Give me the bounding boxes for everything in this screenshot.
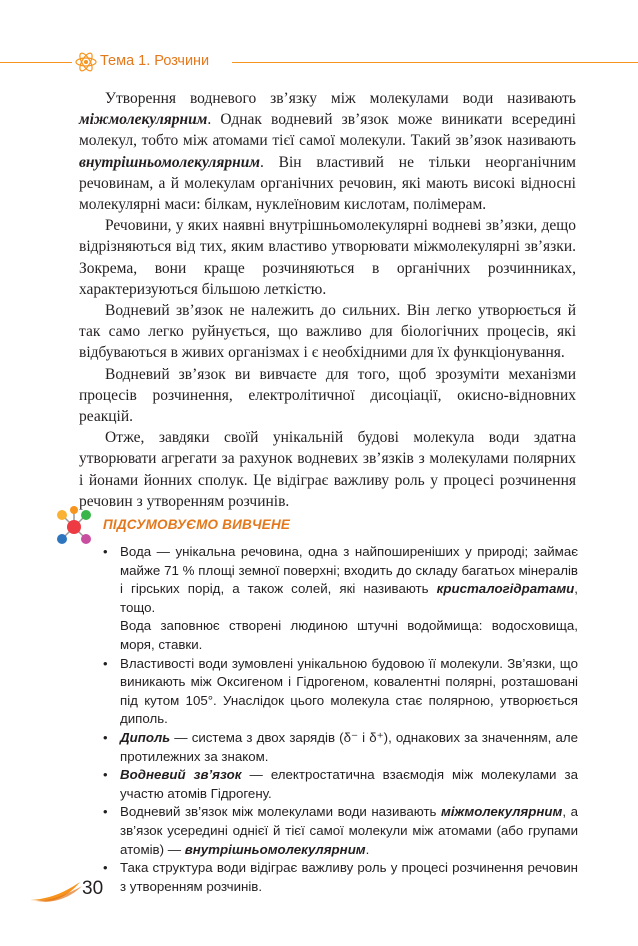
bullet-icon: • bbox=[103, 729, 108, 745]
summary-item bbox=[100, 543, 578, 655]
summary-item bbox=[100, 655, 578, 729]
key-term: внутрішньомолекулярним bbox=[184, 841, 366, 857]
text-run: . Однак водневий зв’язок може виникати всередині молекул, тобто між атомами тієї самої молекули. Такий зв’язок називають bbox=[79, 111, 576, 150]
page-swoosh-icon bbox=[30, 880, 82, 902]
summary-line bbox=[120, 543, 578, 617]
chapter-title: Тема 1. Розчини bbox=[100, 53, 210, 69]
bullet-icon: • bbox=[103, 804, 108, 820]
summary-item bbox=[100, 766, 578, 803]
summary-line bbox=[120, 617, 578, 654]
text-run: Водневий зв’язок між молекулами води називають bbox=[120, 804, 442, 820]
page-number: 30 bbox=[82, 878, 104, 899]
bullet-icon: • bbox=[103, 655, 108, 671]
summary-line bbox=[120, 655, 578, 729]
text-run: Властивості води зумовлені унікальною будовою її молекули. Зв’язки, що виникають між Оксигеном і Гідрогеном, ковалентні полярні, розташовані під кутом 105°. Унаслідок цього молекула стає полярною, утворюється диполь. bbox=[120, 655, 578, 727]
header-rule-right bbox=[232, 62, 638, 63]
key-term: кристалогідратами bbox=[436, 581, 575, 597]
text-run: Речовини, у яких наявні внутрішньомолекулярні водневі зв’язки, дещо відрізняються від тих, яким властиво утворювати міжмолекулярні зв’язки. Зокрема, вони краще розчиняються в органічних розчинниках, характеризуються більшою леткістю. bbox=[79, 217, 576, 298]
summary-line bbox=[120, 859, 578, 896]
text-run: , тощо. bbox=[120, 581, 578, 615]
text-run: Вода — унікальна речовина, одна з найпоширеніших у природі; займає майже 71 % площі земної поверхні; входить до складу багатьох мінералів і гірських порід, а також солей, які називають bbox=[120, 544, 578, 597]
bullet-icon: • bbox=[103, 544, 108, 559]
bullet-icon: • bbox=[103, 767, 108, 783]
paragraph bbox=[79, 427, 576, 512]
key-term: міжмолекулярним bbox=[441, 804, 563, 820]
summary-line bbox=[120, 766, 578, 803]
text-run: Утворення водневого зв’язку між молекулами води називають bbox=[105, 90, 576, 107]
paragraph bbox=[79, 300, 576, 364]
text-run: Вода заповнює створені людиною штучні водоймища: водосховища, моря, ставки. bbox=[120, 618, 578, 652]
key-term: Диполь bbox=[120, 729, 171, 745]
main-text bbox=[79, 88, 576, 512]
bullet-icon: • bbox=[103, 860, 108, 876]
header-rule-left bbox=[0, 62, 72, 63]
page-header bbox=[0, 50, 638, 74]
key-term: Водневий зв’язок bbox=[120, 767, 242, 783]
molecule-icon bbox=[52, 505, 96, 549]
text-run: — електростатична взаємодія між молекулами за участю атомів Гідрогену. bbox=[120, 767, 578, 801]
summary-line bbox=[120, 803, 578, 859]
text-run: Така структура води відіграє важливу роль у процесі розчинення речовин з утворенням розчинів. bbox=[120, 860, 578, 894]
text-run: . bbox=[365, 841, 370, 857]
atom-icon bbox=[74, 50, 98, 74]
summary-item bbox=[100, 729, 578, 766]
key-term: внутрішньомолекулярним bbox=[79, 153, 260, 171]
summary-list bbox=[100, 543, 578, 896]
text-run: , а зв’язок усередині однієї й тієї самої молекули між атомами (або групами атомів) — bbox=[120, 804, 578, 857]
text-run: Водневий зв’язок ви вивчаєте для того, щоб зрозуміти механізми процесів розчинення, електролітичної дисоціації, окисно-відновних реакцій. bbox=[79, 365, 576, 426]
paragraph bbox=[79, 215, 576, 300]
text-run: Отже, завдяки своїй унікальній будові молекула води здатна утворювати агрегати за рахунок водневих зв’язків з молекулами полярних і йонами йонних сполук. Це відіграє важливу роль у процесі розчинення речовин з утворенням розчинів. bbox=[79, 429, 576, 510]
paragraph bbox=[79, 88, 576, 215]
text-run: — система з двох зарядів (δ⁻ і δ⁺), однакових за значенням, але протилежних за знаком. bbox=[120, 729, 578, 764]
key-term: міжмолекулярним bbox=[79, 111, 208, 129]
summary-item bbox=[100, 859, 578, 896]
summary-title: ПІДСУМОВУЄМО ВИВЧЕНЕ bbox=[103, 517, 291, 532]
summary-line bbox=[120, 729, 578, 766]
text-run: Водневий зв’язок не належить до сильних. Він легко утворюється й так само легко руйнується, що важливо для біологічних процесів, які відбуваються в живих організмах і є необхідними для їх функціонування. bbox=[79, 302, 576, 362]
summary-item bbox=[100, 803, 578, 859]
text-run: . Він властивий не тільки неорганічним речовинам, а й молекулам органічних речовин, які мають високі відносні молекулярні маси: білкам, нуклеїновим кислотам, полімерам. bbox=[79, 153, 576, 214]
paragraph bbox=[79, 364, 576, 428]
